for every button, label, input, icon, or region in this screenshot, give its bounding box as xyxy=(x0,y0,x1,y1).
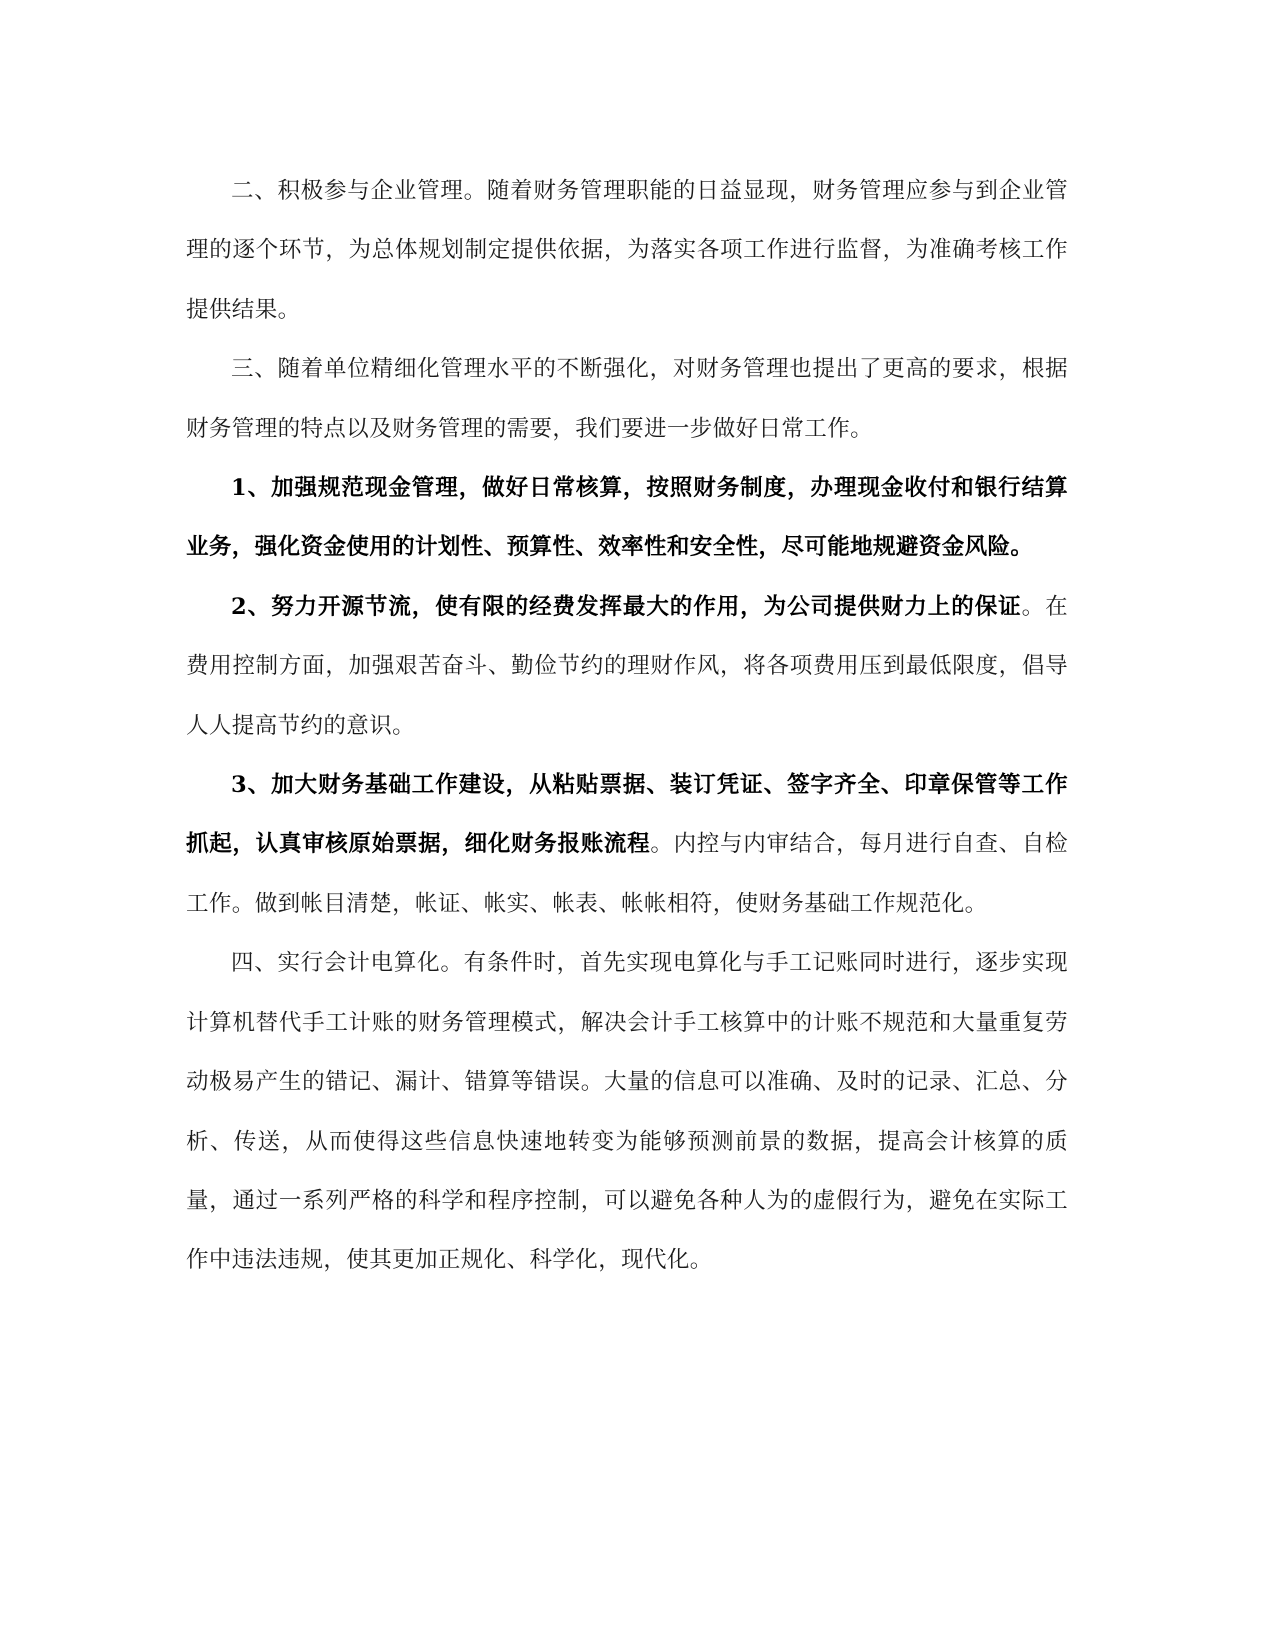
paragraph-text: 三、随着单位精细化管理水平的不断强化，对财务管理也提出了更高的要求，根据财务管理的特点以及财务管理的需要，我们要进一步做好日常工作。 xyxy=(186,356,1068,442)
paragraph-section-four xyxy=(186,934,1068,1290)
paragraph-bold-text: 1、加强规范现金管理，做好日常核算，按照财务制度，办理现金收付和银行结算业务，强化资金使用的计划性、预算性、效率性和安全性，尽可能地规避资金风险。 xyxy=(186,475,1068,561)
paragraph-item-2 xyxy=(186,578,1068,756)
paragraph-text: 。在费用控制方面，加强艰苦奋斗、勤俭节约的理财作风，将各项费用压到最低限度，倡导人人提高节约的意识。 xyxy=(186,593,1068,739)
paragraph-text: 二、积极参与企业管理。随着财务管理职能的日益显现，财务管理应参与到企业管理的逐个环节，为总体规划制定提供依据，为落实各项工作进行监督，为准确考核工作提供结果。 xyxy=(186,178,1068,323)
paragraph-text: 四、实行会计电算化。有条件时，首先实现电算化与手工记账同时进行，逐步实现计算机替代手工计账的财务管理模式，解决会计手工核算中的计账不规范和大量重复劳动极易产生的错记、漏计、错算等错误。大量的信息可以准确、及时的记录、汇总、分析、传送，从而使得这些信息快速地转变为能够预测前景的数据，提高会计核算的质量，通过一系列严格的科学和程序控制，可以避免各种人为的虚假行为，避免在实际工作中违法违规，使其更加正规化、科学化，现代化。 xyxy=(186,950,1068,1274)
paragraph-section-two xyxy=(186,162,1068,340)
document-page xyxy=(186,162,1068,1291)
paragraph-text: 。内控与内审结合，每月进行自查、自检工作。做到帐目清楚，帐证、帐实、帐表、帐帐相符，使财务基础工作规范化。 xyxy=(186,831,1068,917)
paragraph-item-1 xyxy=(186,459,1068,578)
paragraph-bold-text: 2、努力开源节流，使有限的经费发挥最大的作用，为公司提供财力上的保证 xyxy=(231,593,1022,620)
paragraph-item-3 xyxy=(186,756,1068,934)
paragraph-section-three xyxy=(186,340,1068,459)
paragraph-bold-text: 3、加大财务基础工作建设，从粘贴票据、装订凭证、签字齐全、印章保管等工作抓起，认真审核原始票据，细化财务报账流程 xyxy=(186,772,1068,858)
